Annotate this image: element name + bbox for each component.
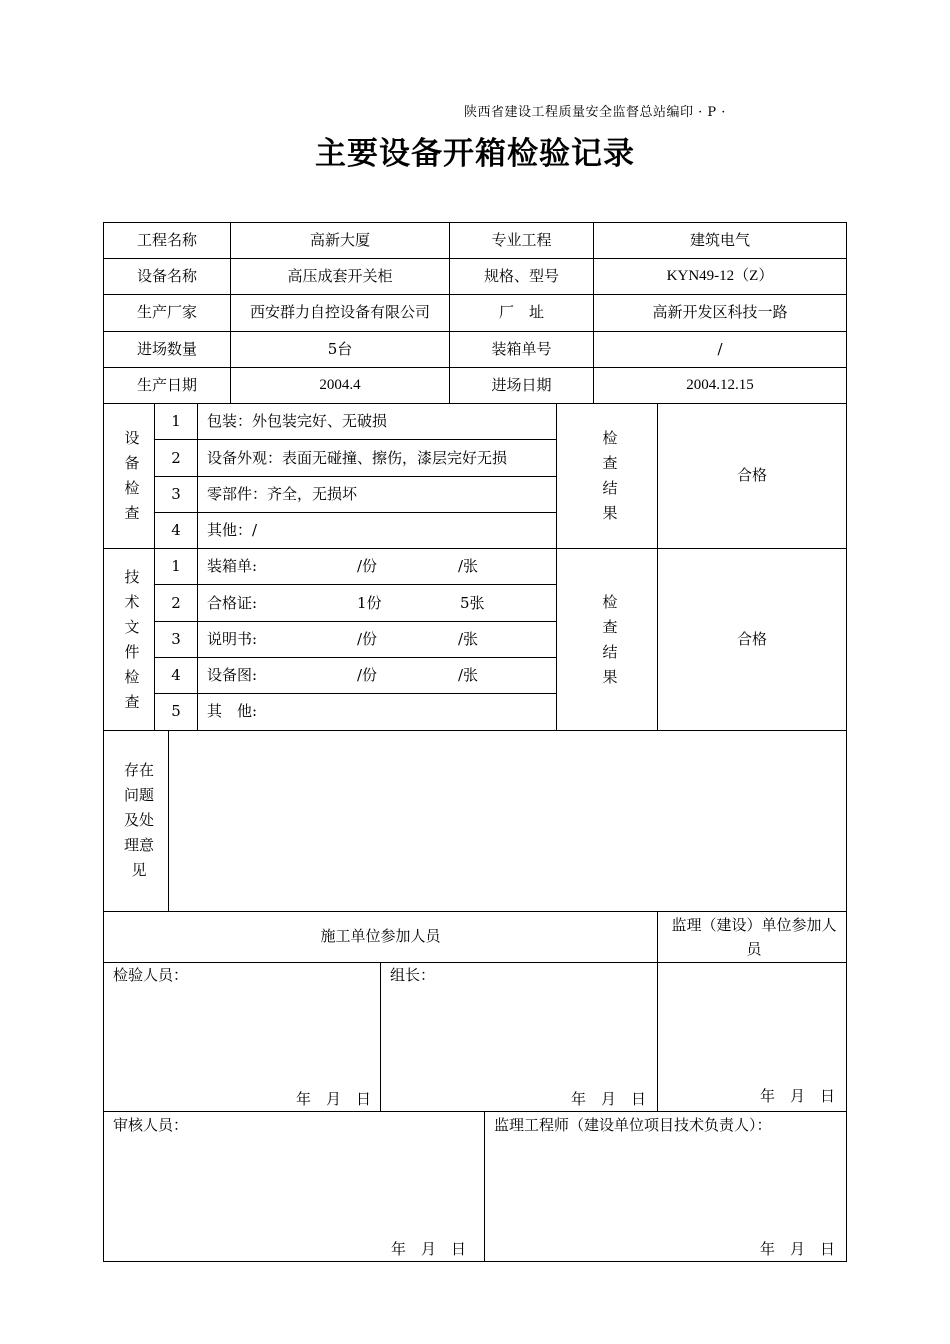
engineer-date: 年 月 日 [760,1240,836,1258]
publisher-note: 陕西省建设工程质量安全监督总站编印 · P · [464,105,726,120]
issues-content [175,740,835,900]
reviewer-date: 年 月 日 [391,1240,467,1258]
leader-date: 年 月 日 [571,1090,647,1108]
equipment-check-item: 设备外观：表面无碰撞、擦伤，漆层完好无损 [207,449,508,467]
model-value: KYN49-12（Z） [666,268,774,284]
specialty-label: 专业工程 [491,231,552,249]
equipment-check-no: 1 [171,412,181,430]
doc-check-name: 说明书: [207,630,258,648]
doc-check-copies: /份 [357,557,378,575]
production-date-value: 2004.4 [319,377,361,393]
doc-check-no: 3 [171,630,181,648]
reviewer-label: 审核人员： [113,1116,189,1134]
leader-label: 组长： [390,966,436,984]
manufacturer-label: 生产厂家 [136,303,197,321]
inspector-date: 年 月 日 [296,1090,372,1108]
supervisor-header: 监理（建设）单位参加人员 [671,916,837,958]
manufacturer-value: 西安群力自控设备有限公司 [249,303,430,321]
entry-date-label: 进场日期 [491,376,552,394]
inspector-label: 检验人员： [113,966,189,984]
page-title: 主要设备开箱检验记录 [315,136,635,172]
address-value: 高新开发区科技一路 [652,303,788,321]
supervisor-date: 年 月 日 [760,1087,836,1105]
doc-check-no: 5 [171,702,181,720]
equipment-check-result: 合格 [736,466,767,484]
specialty-value: 建筑电气 [689,231,750,249]
equipment-check-item: 包装：外包装完好、无破损 [207,412,388,430]
equipment-check-result-label: 检查结果 [602,429,618,522]
equipment-check-item: 其他：/ [207,521,258,539]
doc-check-sheets: /张 [458,666,479,684]
equipment-check-label: 设备检查 [124,429,140,522]
doc-check-name: 合格证: [207,594,258,612]
issues-label: 存在问题及处理意见 [123,761,154,879]
doc-check-no: 2 [171,594,181,612]
equipment-check-item: 零部件：齐全，无损坏 [207,485,358,503]
doc-check-label: 技术文件检查 [124,568,140,711]
contractor-header: 施工单位参加人员 [320,927,441,945]
equipment-check-no: 2 [171,449,181,467]
equipment-check-no: 4 [171,521,181,539]
doc-check-copies: /份 [357,630,378,648]
doc-check-no: 1 [171,557,181,575]
doc-check-no: 4 [171,666,181,684]
project-name-value: 高新大厦 [309,231,370,249]
packing-no-value: / [717,340,723,358]
doc-check-name: 装箱单: [207,557,258,575]
engineer-label: 监理工程师（建设单位项目技术负责人）： [494,1116,772,1134]
doc-check-sheets: /张 [458,557,479,575]
model-label: 规格、型号 [483,267,559,285]
doc-check-sheets: 5张 [460,594,485,612]
project-name-label: 工程名称 [136,231,197,249]
entry-date-value: 2004.12.15 [686,377,754,393]
equipment-check-no: 3 [171,485,181,503]
production-date-label: 生产日期 [136,376,197,394]
packing-no-label: 装箱单号 [491,340,552,358]
doc-check-sheets: /张 [458,630,479,648]
doc-check-name: 其 他: [207,702,258,720]
doc-check-result: 合格 [736,630,767,648]
equipment-name-label: 设备名称 [136,267,197,285]
equipment-name-value: 高压成套开关柜 [287,267,393,285]
doc-check-copies: /份 [357,666,378,684]
doc-check-copies: 1份 [357,594,382,612]
doc-check-name: 设备图: [207,666,258,684]
quantity-label: 进场数量 [136,340,197,358]
address-label: 厂 址 [498,303,544,321]
quantity-value: 5台 [327,340,353,358]
doc-check-result-label: 检查结果 [602,593,618,686]
